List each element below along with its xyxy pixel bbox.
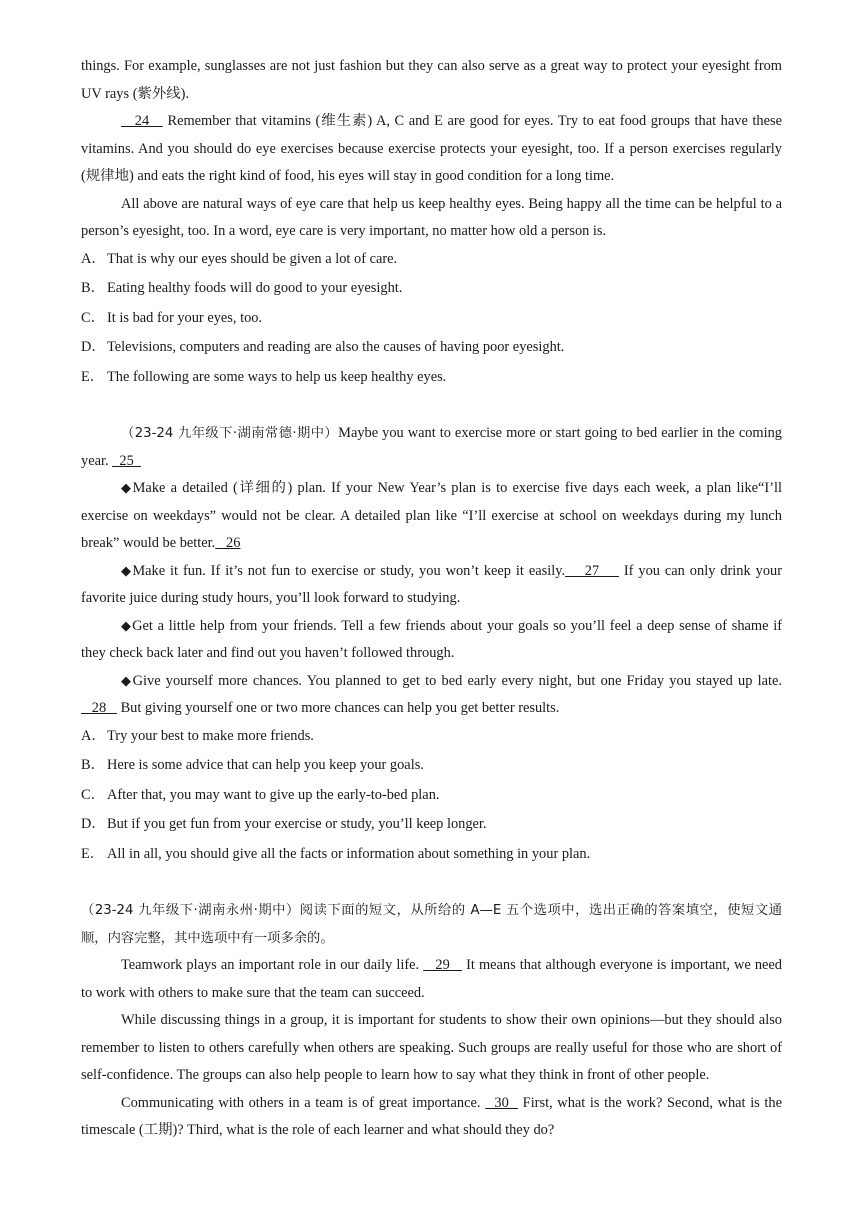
option-letter: C． — [81, 786, 105, 803]
passage1-intro-paragraph: things. For example, sunglasses are not just fashion but they can also serve as a great way to protect your eyesight from UV rays (紫外线). — [81, 58, 782, 102]
option-letter: B． — [81, 280, 105, 296]
paragraph-text: But giving yourself one or two more chances can help you get better results. — [116, 700, 560, 716]
diamond-bullet-icon: ◆ — [121, 673, 133, 689]
passage1-options — [81, 246, 782, 394]
option-letter: B． — [81, 757, 105, 773]
passage2-bullet-4 — [81, 668, 782, 723]
option-b — [81, 752, 782, 782]
option-d — [81, 811, 782, 841]
option-text: The following are some ways to help us keep healthy eyes. — [107, 368, 447, 385]
option-c — [81, 305, 782, 335]
option-text: But if you get fun from your exercise or study, you’ll keep longer. — [107, 816, 487, 832]
option-d — [81, 334, 782, 364]
blank-25[interactable]: 25 — [112, 452, 141, 469]
document-page — [81, 0, 782, 1145]
option-text: It is bad for your eyes, too. — [107, 309, 263, 326]
passage3-paragraph-1 — [81, 952, 782, 1007]
blank-29[interactable]: 29 — [423, 957, 463, 973]
paragraph-text: Maybe you want to exercise more or start going to bed earlier in the coming year. — [81, 425, 782, 469]
option-c — [81, 782, 782, 812]
paragraph-text: First, what is the work? Second, what is the timescale (工期)? Third, what is the role of each learner and what should they do? — [81, 1094, 783, 1138]
option-text: That is why our eyes should be given a lot of care. — [107, 250, 398, 267]
question-source: （23-24 九年级下·湖南常德·期中） — [121, 426, 339, 441]
option-a — [81, 723, 782, 753]
passage2-bullet-3 — [81, 613, 782, 668]
blank-28[interactable]: 28 — [81, 700, 117, 716]
passage3-instructions: （23-24 九年级下·湖南永州·期中）阅读下面的短文，从所给的 A—E 五个选项中，选出正确的答案填空，使短文通顺，内容完整，其中选项中有一项多余的。 — [81, 903, 782, 946]
blank-24[interactable]: 24 — [121, 113, 163, 129]
passage1-paragraph-24 — [81, 108, 782, 191]
passage2-options — [81, 723, 782, 871]
option-b — [81, 275, 782, 305]
paragraph-text: Remember that vitamins (维生素) A, C and E are good for eyes. Try to eat food groups that have these vitamins. And you should do eye exercises because exercise protects your eyesight, too. If a person exercises regularly (规律地) and eats the right kind of food, his eyes will stay in good condition for a long time. — [81, 113, 782, 184]
option-letter: E． — [81, 845, 105, 862]
passage2-intro-paragraph — [81, 420, 782, 475]
passage2-bullet-1 — [81, 475, 782, 558]
option-a — [81, 246, 782, 276]
option-e — [81, 841, 782, 871]
passage1-closing-paragraph: All above are natural ways of eye care that help us keep healthy eyes. Being happy all the time can be helpful to a person’s eyesight, too. In a word, eye care is very important, no matter how old a person is. — [81, 195, 782, 239]
option-text: Eating healthy foods will do good to your eyesight. — [107, 280, 403, 296]
option-letter: C． — [81, 309, 105, 326]
option-text: Televisions, computers and reading are also the causes of having poor eyesight. — [107, 339, 565, 355]
paragraph-text: It means that although everyone is important, we need to work with others to make sure that the team can succeed. — [81, 957, 783, 1001]
diamond-bullet-icon: ◆ — [121, 563, 133, 579]
paragraph-text: Make a detailed (详细的) plan. If your New Year’s plan is to exercise five days each week, a plan like“I’ll exercise on weekdays” would not be clear. A detailed plan like “I’ll exercise at school on weekdays during my lunch break” would be better. — [81, 480, 783, 551]
paragraph-text: If you can only drink your favorite juice during study hours, you’ll look forward to studying. — [81, 562, 783, 606]
blank-30[interactable]: 30 — [485, 1094, 519, 1111]
option-text: After that, you may want to give up the early-to-bed plan. — [107, 786, 440, 803]
option-e — [81, 364, 782, 394]
passage2-bullet-2 — [81, 558, 782, 613]
blank-26[interactable]: 26 — [215, 535, 241, 551]
paragraph-text: Make it fun. If it’s not fun to exercise or study, you won’t keep it easily. — [132, 562, 566, 579]
paragraph-text: Give yourself more chances. You planned to get to bed early every night, but one Friday you stayed up late. — [132, 672, 783, 689]
option-letter: E． — [81, 368, 105, 385]
paragraph-text: Communicating with others in a team is of great importance. — [121, 1094, 486, 1111]
blank-27[interactable]: 27 — [565, 562, 619, 579]
paragraph-text: Get a little help from your friends. Tell a few friends about your goals so you’ll feel a deep sense of shame if they check back later and find out you haven’t followed through. — [81, 617, 783, 661]
option-letter: A． — [81, 727, 106, 744]
passage3-paragraph-2: While discussing things in a group, it is important for students to show their own opinions—but they should also remember to listen to others carefully when others are speaking. Such groups are really useful for those who are short of self-confidence. The groups can also help people to learn how to say what they think in front of other people. — [81, 1012, 782, 1083]
option-letter: A． — [81, 250, 106, 267]
option-text: All in all, you should give all the facts or information about something in your plan. — [107, 845, 591, 862]
option-letter: D． — [81, 816, 106, 832]
option-letter: D． — [81, 339, 106, 355]
diamond-bullet-icon: ◆ — [121, 481, 133, 496]
passage3-paragraph-3 — [81, 1090, 782, 1145]
paragraph-text: Teamwork plays an important role in our daily life. — [121, 957, 424, 973]
option-text: Try your best to make more friends. — [107, 727, 314, 744]
option-text: Here is some advice that can help you keep your goals. — [107, 757, 424, 773]
diamond-bullet-icon: ◆ — [121, 618, 133, 634]
